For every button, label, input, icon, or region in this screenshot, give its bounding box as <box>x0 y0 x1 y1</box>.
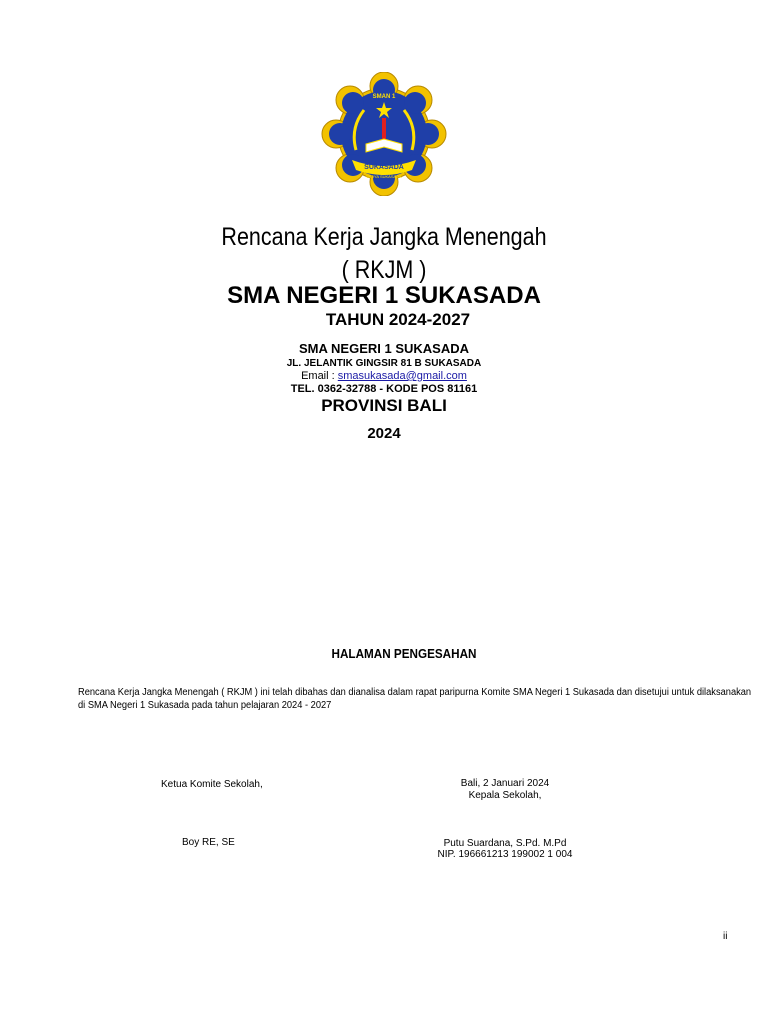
principal-title: Kepala Sekolah, <box>468 790 542 801</box>
approval-heading: HALAMAN PENGESAHAN <box>331 646 477 661</box>
signing-date: Bali, 2 Januari 2024 <box>460 778 550 789</box>
approval-paragraph-line-1: Rencana Kerja Jangka Menengah ( RKJM ) ini telah dibahas dan dianalisa dalam rapat paripurna Komite SMA Negeri 1 Sukasada dan disetujui untuk dilaksanakan <box>78 687 752 698</box>
committee-chair-title: Ketua Komite Sekolah, <box>161 779 263 790</box>
school-logo <box>312 72 456 196</box>
province: PROVINSI BALI <box>321 396 447 415</box>
approval-paragraph-line-2: di SMA Negeri 1 Sukasada pada tahun pelajaran 2024 - 2027 <box>78 700 332 711</box>
school-name-small: SMA NEGERI 1 SUKASADA <box>299 341 469 356</box>
svg-text:SMAN 1: SMAN 1 <box>372 94 396 100</box>
school-name-heading: SMA NEGERI 1 SUKASADA <box>227 282 541 309</box>
email-link[interactable]: smasukasada@gmail.com <box>337 370 467 382</box>
svg-text:SUKASADA: SUKASADA <box>364 164 404 171</box>
page-number: ii <box>723 931 728 942</box>
plan-period: TAHUN 2024-2027 <box>325 310 471 329</box>
school-email <box>0 370 768 382</box>
document-year: 2024 <box>367 425 401 442</box>
email-label: Email : <box>301 370 338 382</box>
principal-nip: NIP. 196661213 199002 1 004 <box>437 849 573 860</box>
school-phone-postcode: TEL. 0362-32788 - KODE POS 81161 <box>290 383 478 395</box>
document-title: Rencana Kerja Jangka Menengah <box>221 223 547 251</box>
approval-paragraph <box>78 686 752 712</box>
committee-chair-name: Boy RE, SE <box>182 837 235 848</box>
svg-text:WIDYA SUKASADA: WIDYA SUKASADA <box>366 174 402 179</box>
school-address: JL. JELANTIK GINGSIR 81 B SUKASADA <box>286 358 482 369</box>
document-subtitle: ( RKJM ) <box>341 256 427 284</box>
principal-name: Putu Suardana, S.Pd. M.Pd <box>443 838 567 849</box>
